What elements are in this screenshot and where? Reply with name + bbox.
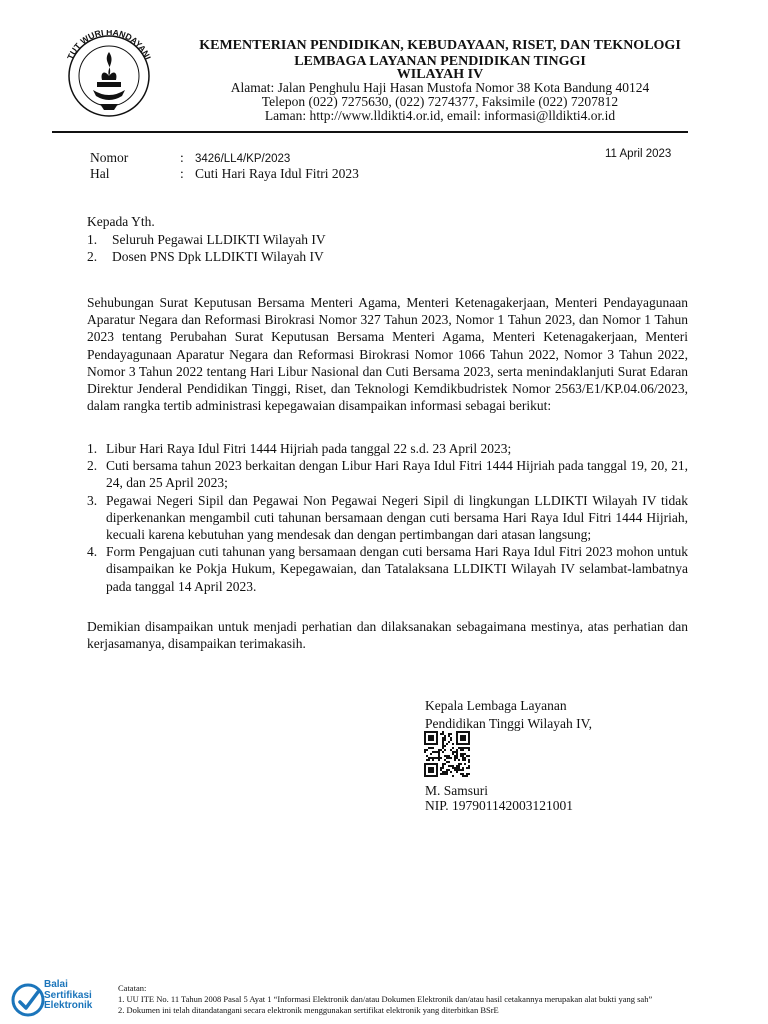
footnote-2: 2. Dokumen ini telah ditandatangani secara elektronik menggunakan sertifikat elektronik yang diterbitkan BSrE xyxy=(118,1005,499,1015)
list-item: 2. Dosen PNS Dpk LLDIKTI Wilayah IV xyxy=(87,249,324,265)
bsre-text-1: Balai xyxy=(44,979,68,990)
nomor-value: 3426/LL4/KP/2023 xyxy=(195,153,291,165)
recipient-list xyxy=(87,231,688,265)
list-item: 4. Form Pengajuan cuti tahunan yang bersamaan dengan cuti bersama Hari Raya Idul Fitri 2023 mohon untuk disampaikan ke Pokja Hukum, Kepegawaian, dan Tatalaksana LLDIKTI Wilayah IV selambat-lambatnya pada tanggal 14 April 2023. xyxy=(87,544,688,594)
points-list xyxy=(87,440,688,595)
svg-text:TUT WURI HANDAYANI: TUT WURI HANDAYANI xyxy=(65,30,153,62)
hal-label: Hal xyxy=(90,166,110,181)
list-item: 2. Cuti bersama tahun 2023 berkaitan dengan Libur Hari Raya Idul Fitri 1444 Hijriah pada tanggal 19, 20, 21, 24, dan 25 April 2023; xyxy=(87,458,688,491)
salutation: Kepada Yth. xyxy=(87,214,155,229)
list-item: 1. Libur Hari Raya Idul Fitri 1444 Hijriah pada tanggal 22 s.d. 23 April 2023; xyxy=(87,441,512,456)
letterhead-divider xyxy=(52,131,688,133)
web-line: Laman: http://www.lldikti4.or.id, email: informasi@lldikti4.or.id xyxy=(264,108,616,123)
intro-paragraph: Sehubungan Surat Keputusan Bersama Menteri Agama, Menteri Ketenagakerjaan, Menteri Pendayagunaan Aparatur Negara dan Reformasi Birokrasi Nomor 327 Tahun 2023, Nomor 1 Tahun 2023, dan Nomor 1 Tahun 2023 tentang Perubahan Surat Keputusan Bersama Menteri Agama, Menteri Ketenagakerjaan, Menteri Pendayagunaan Aparatur Negara dan Reformasi Birokrasi Nomor 1066 Tahun 2022, Nomor 3 Tahun 2022, Nomor 3 Tahun 2022 tentang Hari Libur Nasional dan Cuti Bersama 2023, serta menindaklanjuti Surat Edaran Direktur Jenderal Pendidikan Tinggi, Riset, dan Teknologi Kemdikbudristek Nomor 2563/E1/KP.04.06/2023, dalam rangka tertib administrasi kepegawaian disampaikan informasi sebagai berikut: xyxy=(87,295,688,414)
signer-nip: NIP. 197901142003121001 xyxy=(425,798,574,813)
footnote-1: 1. UU ITE No. 11 Tahun 2008 Pasal 5 Ayat 1 “Informasi Elektronik dan/atau Dokumen Elektronik dan/atau hasil cetakannya merupakan alat bukti yang sah” xyxy=(118,994,653,1004)
nomor-label: Nomor xyxy=(90,150,129,165)
signer-title-1: Kepala Lembaga Layanan xyxy=(425,698,567,713)
bsre-text-2: Sertifikasi xyxy=(44,989,92,1001)
tut-wuri-handayani-logo xyxy=(50,30,168,118)
bsre-logo xyxy=(8,978,118,1022)
signer-name: M. Samsuri xyxy=(425,783,489,798)
hal-value: Cuti Hari Raya Idul Fitri 2023 xyxy=(195,166,359,181)
closing-paragraph: Demikian disampaikan untuk menjadi perhatian dan dilaksanakan sebagaimana mestinya, atas perhatian dan kerjasamanya, disampaikan terimakasih. xyxy=(87,619,688,652)
nomor-colon: : xyxy=(180,150,184,165)
phone-line: Telepon (022) 7275630, (022) 7274377, Faksimile (022) 7207812 xyxy=(261,94,619,109)
bsre-emblem-icon xyxy=(8,978,48,1022)
region-name: WILAYAH IV xyxy=(396,67,484,82)
list-item: 1. Seluruh Pegawai LLDIKTI Wilayah IV xyxy=(87,232,326,247)
address-line: Alamat: Jalan Penghulu Haji Hasan Mustofa Nomor 38 Kota Bandung 40124 xyxy=(230,80,650,95)
list-item: 3. Pegawai Negeri Sipil dan Pegawai Non Pegawai Negeri Sipil di lingkungan LLDIKTI Wilayah IV tidak diperkenankan mengambil cuti tahunan bersamaan dengan cuti bersama Hari Raya Idul Fitri 1444 Hijriah, kecuali karena kebutuhan yang mendesak dan dengan pertimbangan dari atasan langsung; xyxy=(87,492,688,543)
signature-qr-code xyxy=(424,731,470,777)
signer-title-2: Pendidikan Tinggi Wilayah IV, xyxy=(425,716,592,731)
hal-colon: : xyxy=(180,166,184,181)
letter-date: 11 April 2023 xyxy=(605,148,672,160)
agency-name: LEMBAGA LAYANAN PENDIDIKAN TINGGI xyxy=(294,54,586,69)
ministry-name: KEMENTERIAN PENDIDIKAN, KEBUDAYAAN, RISET, DAN TEKNOLOGI xyxy=(199,38,681,53)
bsre-text-3: Elektronik xyxy=(44,1000,93,1011)
footnote-label: Catatan: xyxy=(118,983,147,993)
